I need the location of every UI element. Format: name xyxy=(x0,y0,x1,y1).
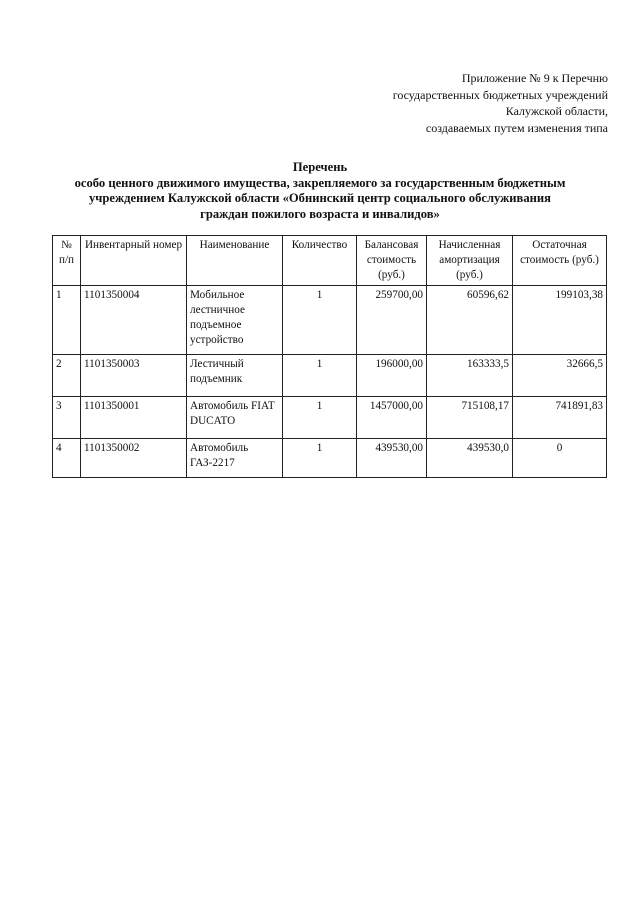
cell-name: Мобильное лестничное подъемное устройство xyxy=(187,286,283,355)
table-row xyxy=(53,397,607,439)
cell-amortization: 715108,17 xyxy=(427,397,513,439)
cell-balance: 196000,00 xyxy=(357,355,427,397)
table-row xyxy=(53,439,607,478)
cell-residual: 199103,38 xyxy=(513,286,607,355)
cell-num: 1 xyxy=(53,286,81,355)
cell-quantity: 1 xyxy=(283,286,357,355)
header-quantity: Количество xyxy=(283,236,357,286)
header-inventory: Инвентарный номер xyxy=(81,236,187,286)
appendix-line: Приложение № 9 к Перечню xyxy=(461,71,608,85)
title-line: учреждением Калужской области «Обнинский центр социального обслуживания xyxy=(89,191,551,205)
cell-quantity: 1 xyxy=(283,355,357,397)
cell-name: Автомобиль ГАЗ-2217 xyxy=(187,439,283,478)
cell-amortization: 439530,0 xyxy=(427,439,513,478)
cell-residual: 741891,83 xyxy=(513,397,607,439)
table-row xyxy=(53,286,607,355)
table-row xyxy=(53,355,607,397)
appendix-line: Калужской области, xyxy=(505,104,608,118)
cell-num: 3 xyxy=(53,397,81,439)
cell-name: Автомобиль FIAT DUCATO xyxy=(187,397,283,439)
cell-residual: 0 xyxy=(513,439,607,478)
document-title xyxy=(24,160,616,222)
cell-quantity: 1 xyxy=(283,439,357,478)
title-line: особо ценного движимого имущества, закрепляемого за государственным бюджетным xyxy=(74,175,566,190)
header-residual: Остаточная стоимость (руб.) xyxy=(513,236,607,286)
title-heading: Перечень xyxy=(292,160,348,174)
title-line: граждан пожилого возраста и инвалидов» xyxy=(200,206,440,221)
cell-inventory: 1101350001 xyxy=(81,397,187,439)
header-name: Наименование xyxy=(187,236,283,286)
cell-num: 2 xyxy=(53,355,81,397)
appendix-line: создаваемых путем изменения типа xyxy=(425,120,608,135)
cell-amortization: 60596,62 xyxy=(427,286,513,355)
appendix-reference xyxy=(308,70,608,136)
cell-balance: 259700,00 xyxy=(357,286,427,355)
header-amortization: Начисленная амортизация (руб.) xyxy=(427,236,513,286)
header-num: № п/п xyxy=(53,236,81,286)
cell-balance: 1457000,00 xyxy=(357,397,427,439)
cell-residual: 32666,5 xyxy=(513,355,607,397)
cell-amortization: 163333,5 xyxy=(427,355,513,397)
cell-inventory: 1101350004 xyxy=(81,286,187,355)
cell-num: 4 xyxy=(53,439,81,478)
appendix-line: государственных бюджетных учреждений xyxy=(392,87,608,102)
assets-table xyxy=(52,235,607,478)
cell-balance: 439530,00 xyxy=(357,439,427,478)
cell-inventory: 1101350003 xyxy=(81,355,187,397)
cell-quantity: 1 xyxy=(283,397,357,439)
cell-inventory: 1101350002 xyxy=(81,439,187,478)
table-header-row xyxy=(53,236,607,286)
header-balance: Балансовая стоимость (руб.) xyxy=(357,236,427,286)
cell-name: Лестичный подъемник xyxy=(187,355,283,397)
